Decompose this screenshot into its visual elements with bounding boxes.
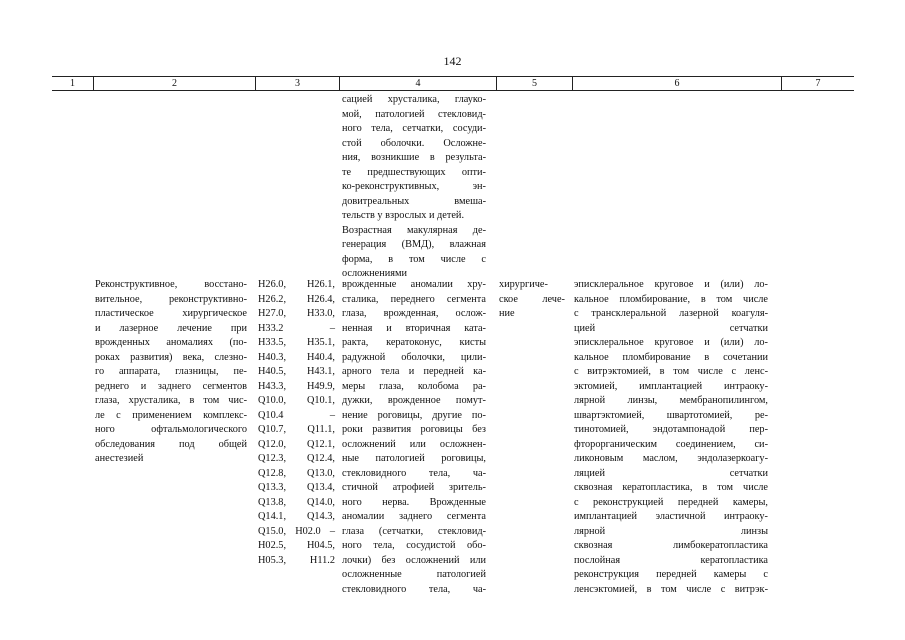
column-header-5: 5 (496, 77, 572, 90)
cell-line: H27.0, H33.0, (258, 308, 335, 319)
cell-line: меры глаза, колобома ра- (342, 380, 486, 392)
cell-line: кальное пломбирование в сочетании (574, 351, 768, 363)
cell-line: глаза (сетчатки, стекловид- (342, 525, 486, 537)
cell-line: имплантацией эластичной интраоку- (574, 511, 768, 522)
cell-line: осложнениями (342, 268, 407, 279)
cell-line: фторорганическим соединением, си- (574, 438, 768, 450)
cell-line: реднего и заднего сегментов (95, 380, 247, 392)
cell-line: глаза, хрусталика, в том чис- (95, 395, 247, 406)
cell-line: эктомией, имплантацией интраоку- (574, 380, 768, 392)
cell-line: дужки, врожденное помут- (342, 395, 486, 406)
cell-line: ко-реконструктивных, эн- (342, 181, 486, 192)
cell-line: нение роговицы, другие по- (342, 409, 486, 421)
cell-line: сталика, переднего сегмента (342, 293, 486, 305)
cell-line: Реконструктивное, восстано- (95, 279, 247, 290)
cell-line: ного тела, сетчатки, сосуди- (342, 123, 486, 134)
cell-line: лочки) без осложнений или (342, 554, 486, 566)
cell-line: H26.2, H26.4, (258, 293, 335, 305)
cell-line: Q15.0, H02.0 – (258, 525, 335, 537)
cell-line: роках развития) века, слезно- (95, 351, 247, 363)
cell-line: ликоновым маслом, эндолазеркоагу- (574, 453, 768, 464)
cell-line: пластическое хирургическое (95, 308, 247, 319)
cell-line: генерация (ВМД), влажная (342, 239, 486, 250)
cell-line: те предшествующих опти- (342, 166, 486, 178)
cell-line: цией сетчатки (574, 322, 768, 334)
cell-line: H02.5, H04.5, (258, 540, 335, 551)
cell-line: ние (499, 308, 515, 319)
cell-line: и лазерное лечение при (95, 322, 247, 334)
cell-line: H33.5, H35.1, (258, 337, 335, 348)
cell-line: ракта, кератоконус, кисты (342, 337, 486, 348)
cell-line: с реконструкцией передней камеры, (574, 496, 768, 508)
cell-line: тельств у взрослых и детей. (342, 210, 465, 221)
cell-line: Q13.3, Q13.4, (258, 482, 335, 493)
cell-line: H05.3, H11.2 (258, 554, 335, 566)
column-header-6: 6 (572, 77, 781, 90)
column-header-3: 3 (255, 77, 339, 90)
column-header-1: 1 (70, 78, 75, 89)
cell-line: ленсэктомией, в том числе с витрэк- (574, 583, 768, 595)
cell-line: Q12.8, Q13.0, (258, 467, 335, 479)
cell-line: H33.2 – (258, 322, 335, 334)
cell-line: Q13.8, Q14.0, (258, 496, 335, 508)
row1-diagnosis-cell (342, 93, 486, 282)
cell-line: радужной оболочки, цили- (342, 351, 486, 363)
column-header-7: 7 (781, 77, 854, 90)
cell-line: Q12.3, Q12.4, (258, 453, 335, 464)
cell-line: стичной атрофией зритель- (342, 482, 486, 493)
cell-line: кальное пломбирование, в том числе (574, 293, 768, 305)
column-header-2: 2 (93, 77, 255, 90)
cell-line: эписклеральное круговое и (или) ло- (574, 337, 768, 348)
row2-treatment-kind-cell (499, 278, 565, 322)
cell-line: H43.3, H49.9, (258, 380, 335, 392)
row2-icd-codes-cell (258, 278, 335, 568)
cell-line: реконструкция передней камеры с (574, 569, 768, 580)
cell-line: швартэктомией, швартотомией, ре- (574, 409, 768, 421)
cell-line: ного тела, сосудистой обо- (342, 540, 486, 551)
cell-line: глаза, врожденная, ослож- (342, 308, 486, 319)
cell-line: Q10.4 – (258, 409, 335, 421)
cell-line: H26.0, H26.1, (258, 279, 335, 290)
cell-line: мой, патологией стекловид- (342, 108, 486, 120)
cell-line: осложнений или осложнен- (342, 438, 486, 450)
cell-line: довитреальных вмеша- (342, 195, 486, 207)
row2-methods-cell (574, 278, 768, 597)
cell-line: осложненные патологией (342, 569, 486, 580)
cell-line: анестезией (95, 453, 144, 464)
cell-line: аномалии заднего сегмента (342, 511, 486, 522)
cell-line: роки развития роговицы без (342, 424, 486, 435)
cell-line: стекловидного тела, ча- (342, 583, 486, 595)
cell-line: лярной линзы (574, 525, 768, 537)
cell-line: Q12.0, Q12.1, (258, 438, 335, 450)
cell-line: ненная и вторичная ката- (342, 322, 486, 334)
cell-line: сацией хрусталика, глауко- (342, 94, 486, 105)
cell-line: хирургиче- (499, 279, 548, 290)
cell-line: сквозная кератопластика, в том числе (574, 482, 768, 493)
cell-line: ния, возникшие в результа- (342, 152, 486, 163)
cell-line: ляцией сетчатки (574, 467, 768, 479)
cell-line: лярной линзы, мембранопилингом, (574, 395, 768, 406)
cell-line: арного тела и передней ка- (342, 366, 486, 377)
cell-line: стой оболочки. Осложне- (342, 137, 486, 149)
row2-diagnosis-cell (342, 278, 486, 597)
cell-line: H40.5, H43.1, (258, 366, 335, 377)
cell-line: тинотомией, эндотампонадой пер- (574, 424, 768, 435)
cell-line: Q10.0, Q10.1, (258, 395, 335, 406)
cell-line: ные патологией роговицы, (342, 453, 486, 464)
cell-line: эписклеральное круговое и (или) ло- (574, 279, 768, 290)
row2-treatment-type-cell (95, 278, 247, 467)
cell-line: ле с применением комплекс- (95, 409, 247, 421)
cell-line: врожденных аномалиях (по- (95, 337, 247, 348)
cell-line: стекловидного тела, ча- (342, 467, 486, 479)
column-header-4: 4 (339, 77, 496, 90)
cell-line: Q10.7, Q11.1, (258, 424, 335, 435)
cell-line: обследования под общей (95, 438, 247, 450)
cell-line: с трансклеральной лазерной коагуля- (574, 308, 768, 319)
cell-line: Возрастная макулярная де- (342, 224, 486, 236)
cell-line: послойная кератопластика (574, 554, 768, 566)
cell-line: ного офтальмологического (95, 424, 247, 435)
cell-line: го аппарата, глазницы, пе- (95, 366, 247, 377)
cell-line: Q14.1, Q14.3, (258, 511, 335, 522)
cell-line: ного нерва. Врожденные (342, 496, 486, 508)
cell-line: врожденные аномалии хру- (342, 279, 486, 290)
table-header-row (52, 76, 854, 91)
cell-line: форма, в том числе с (342, 253, 486, 265)
cell-line: H40.3, H40.4, (258, 351, 335, 363)
cell-line: с витрэктомией, в том числе с ленс- (574, 366, 768, 377)
page-number: 142 (443, 54, 462, 68)
cell-line: вительное, реконструктивно- (95, 293, 247, 305)
cell-line: ское лече- (499, 293, 565, 305)
cell-line: сквозная лимбокератопластика (574, 540, 768, 551)
